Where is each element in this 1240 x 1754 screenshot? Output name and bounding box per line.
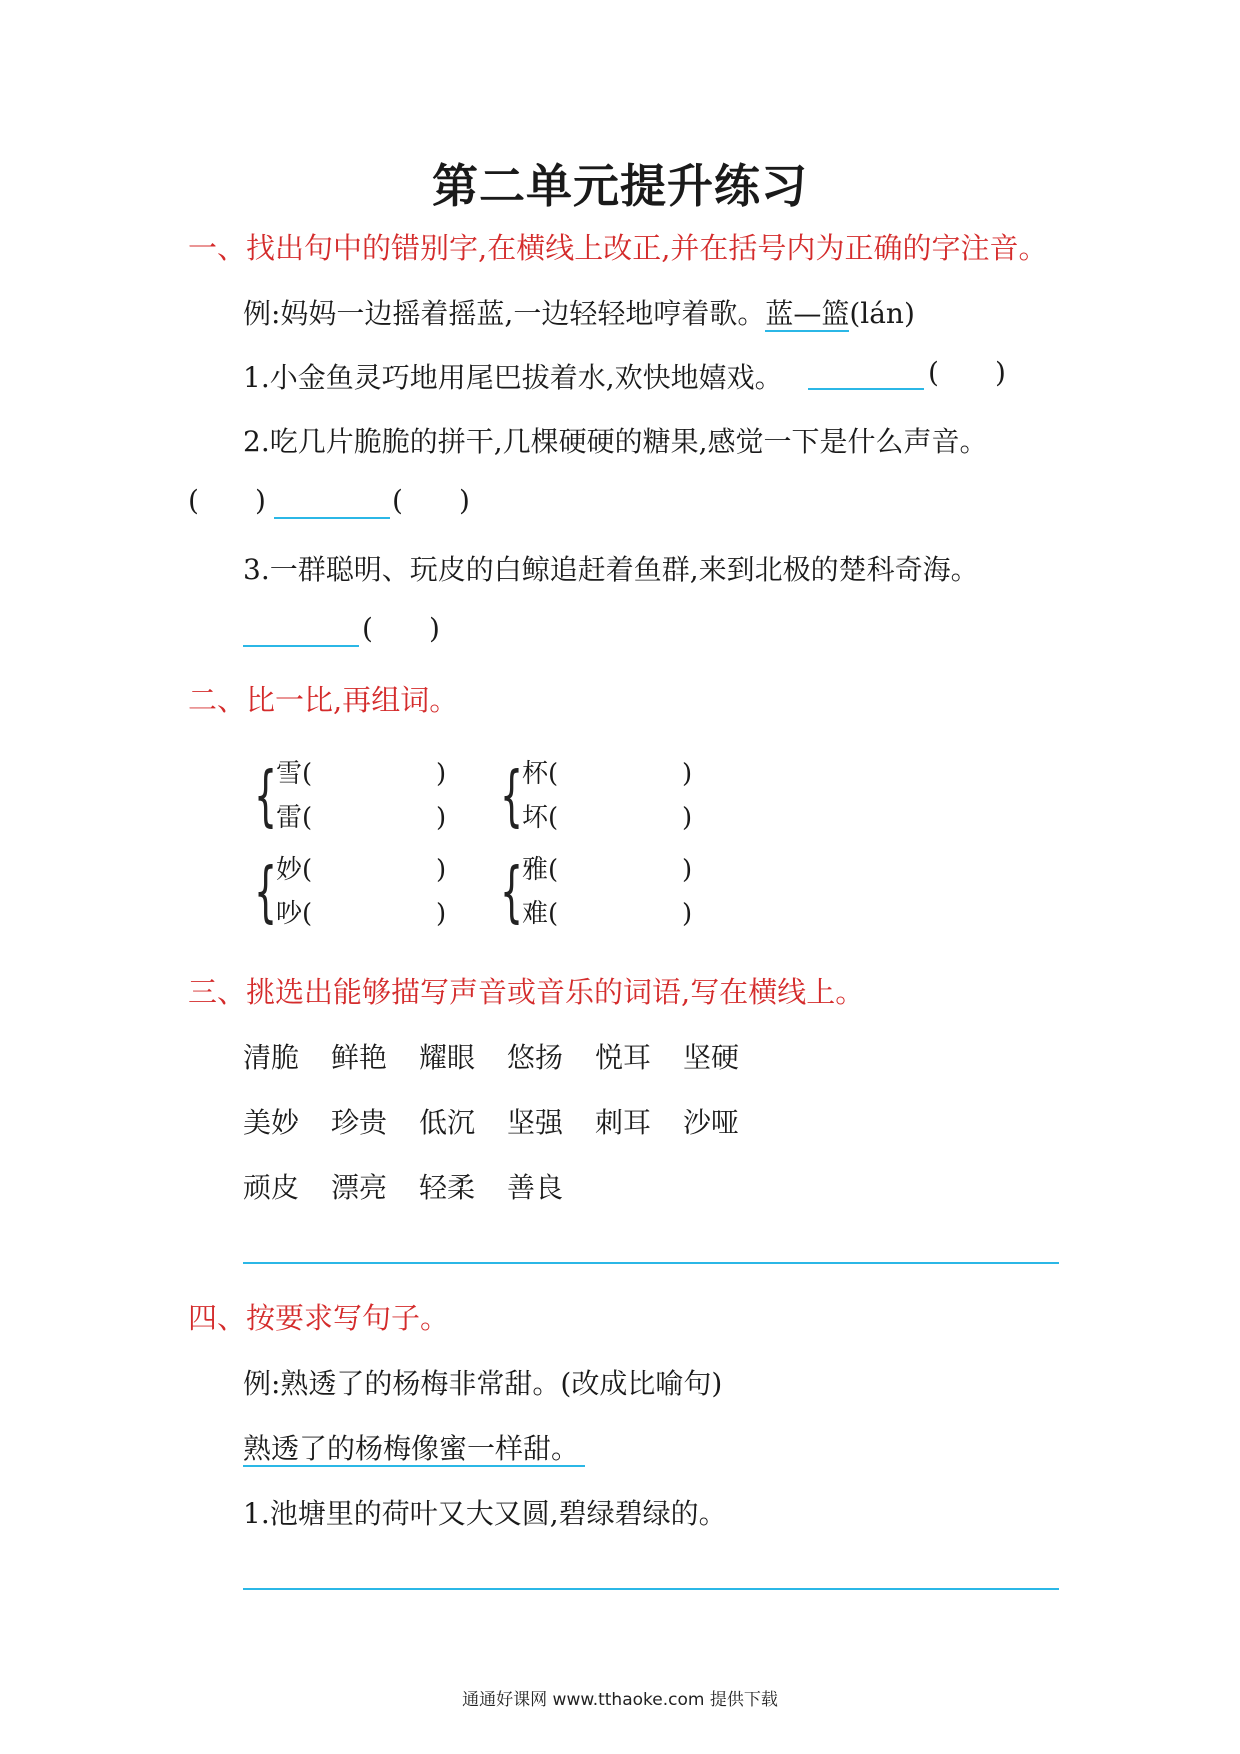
word: 悦耳	[595, 1041, 652, 1074]
example-pinyin: (lán)	[849, 297, 915, 330]
question-text: 3.一群聪明、玩皮的白鲸追赶着鱼群,来到北极的楚科奇海。	[243, 553, 979, 586]
pair-row[interactable]: 坏( )	[522, 803, 693, 833]
question-text: 1.小金鱼灵巧地用尾巴拔着水,欢快地嬉戏。	[243, 361, 783, 394]
word: 善良	[507, 1171, 564, 1204]
brace-icon: {	[254, 757, 278, 834]
pinyin-parens[interactable]: ( )	[928, 356, 1006, 389]
pair-row[interactable]: 杯( )	[522, 759, 693, 789]
pair-row[interactable]: 雅( )	[522, 855, 693, 885]
word: 轻柔	[419, 1171, 476, 1204]
word: 坚硬	[683, 1041, 740, 1074]
answer-line[interactable]	[808, 388, 924, 390]
pinyin-parens[interactable]: ( )	[188, 484, 266, 517]
char-pair-3	[254, 848, 454, 936]
word: 顽皮	[243, 1171, 300, 1204]
word: 漂亮	[331, 1171, 388, 1204]
word: 低沉	[419, 1106, 476, 1139]
section-1-example	[243, 292, 915, 332]
char-pair-4	[500, 848, 700, 936]
word-row-3	[243, 1166, 595, 1206]
brace-icon: {	[254, 853, 278, 930]
question-text: 2.吃几片脆脆的拼干,几棵硬硬的糖果,感觉一下是什么声音。	[243, 425, 988, 458]
section-4-example: 例:熟透了的杨梅非常甜。(改成比喻句)	[243, 1367, 723, 1400]
word-row-1	[243, 1036, 771, 1076]
answer-line[interactable]	[243, 1588, 1059, 1590]
section-2-heading: 二、比一比,再组词。	[188, 683, 459, 717]
brace-icon: {	[500, 853, 524, 930]
answer-line[interactable]	[243, 645, 359, 647]
word: 美妙	[243, 1106, 300, 1139]
word: 坚强	[507, 1106, 564, 1139]
pair-row[interactable]: 妙( )	[276, 855, 447, 885]
word: 耀眼	[419, 1041, 476, 1074]
word: 悠扬	[507, 1041, 564, 1074]
answer-line[interactable]	[243, 1262, 1059, 1264]
pinyin-parens[interactable]: ( )	[362, 612, 440, 645]
pair-row[interactable]: 雷( )	[276, 803, 447, 833]
question-1-1	[243, 356, 783, 396]
section-4-heading: 四、按要求写句子。	[188, 1301, 450, 1335]
question-4-1: 1.池塘里的荷叶又大又圆,碧绿碧绿的。	[243, 1497, 727, 1530]
section-4-example-answer: 熟透了的杨梅像蜜一样甜。	[243, 1427, 585, 1467]
word: 珍贵	[331, 1106, 388, 1139]
word: 刺耳	[595, 1106, 652, 1139]
question-1-3	[243, 548, 979, 588]
example-sentence: 例:妈妈一边摇着摇蓝,一边轻轻地哼着歌。	[243, 297, 766, 330]
pair-row[interactable]: 雪( )	[276, 759, 447, 789]
question-1-2	[243, 420, 988, 460]
page-title: 第二单元提升练习	[432, 159, 808, 213]
footer-credit: 通通好课网 www.tthaoke.com 提供下载	[462, 1690, 778, 1710]
answer-line[interactable]	[274, 517, 390, 519]
brace-icon: {	[500, 757, 524, 834]
word-row-2	[243, 1101, 771, 1141]
pair-row[interactable]: 难( )	[522, 899, 693, 929]
word: 清脆	[243, 1041, 300, 1074]
pair-row[interactable]: 吵( )	[276, 899, 447, 929]
word: 沙哑	[683, 1106, 740, 1139]
example-correction: 蓝—篮	[765, 297, 850, 330]
section-1-heading: 一、找出句中的错别字,在横线上改正,并在括号内为正确的字注音。	[188, 231, 1048, 265]
word: 鲜艳	[331, 1041, 388, 1074]
char-pair-2	[500, 752, 700, 840]
char-pair-1	[254, 752, 454, 840]
pinyin-parens[interactable]: ( )	[392, 484, 470, 517]
section-3-heading: 三、挑选出能够描写声音或音乐的词语,写在横线上。	[188, 975, 865, 1009]
